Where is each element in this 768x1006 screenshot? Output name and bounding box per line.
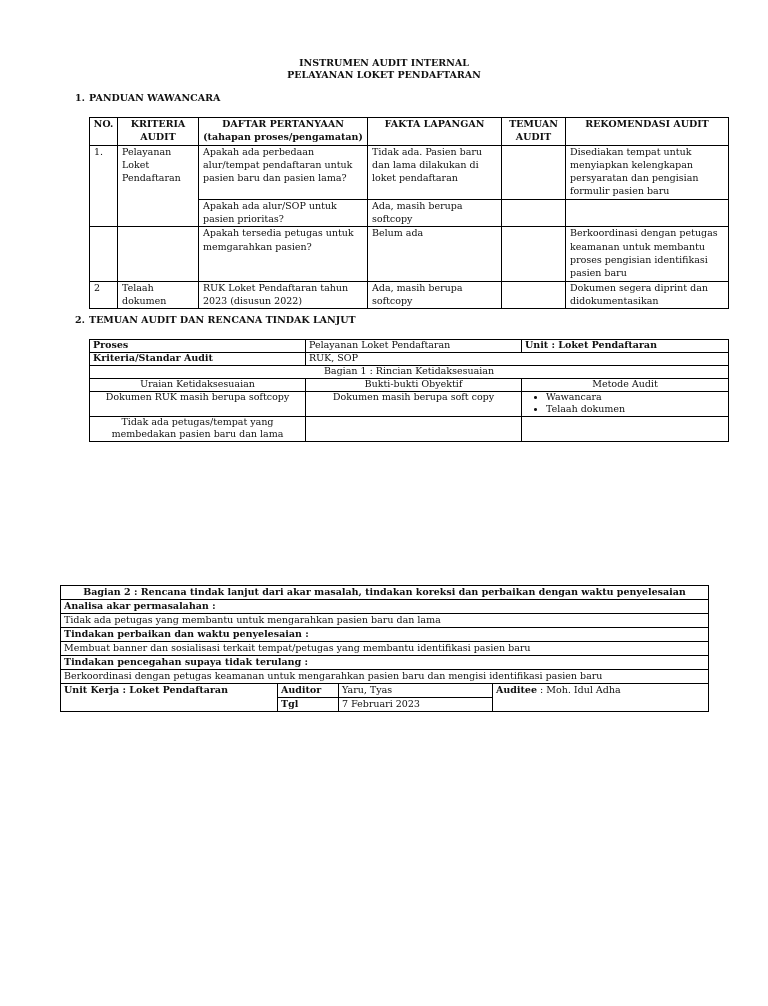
auditor-label-cell (278, 684, 339, 698)
row-2-fact-text: Ada, masih berupa softcopy (372, 200, 463, 226)
finding-1-evidence (306, 392, 522, 417)
part-2-title: Bagian 2 : Rencana tindak lanjut dari akar masalah, tindakan koreksi dan perbaikan dengan waktu penyelesaian (83, 587, 686, 598)
header-no (90, 118, 118, 146)
header-findings-text: TEMUAN AUDIT (509, 119, 558, 144)
preventive-text: Berkoordinasi dengan petugas keamanan untuk mengarahkan pasien baru dan mengisi identifikasi pasien baru (64, 671, 603, 682)
corrective-label-row (61, 628, 709, 642)
row-1-no (90, 145, 118, 227)
date-value-cell (339, 698, 493, 712)
part-2-cell (61, 586, 709, 600)
header-recommendations-text: REKOMENDASI AUDIT (585, 119, 709, 130)
process-row (90, 340, 729, 353)
row-1-no-text: 1. (94, 146, 104, 158)
section-2-title: TEMUAN AUDIT DAN RENCANA TINDAK LANJUT (89, 315, 356, 326)
row-3-finding (502, 227, 566, 281)
row-4-no (90, 281, 118, 309)
process-label: Proses (93, 340, 129, 351)
header-questions-text: DAFTAR PERTANYAAN (tahapan proses/pengamatan) (203, 119, 363, 144)
row-3-question-text: Apakah tersedia petugas untuk memgarahkan pasien? (203, 228, 354, 253)
corrective-label: Tindakan perbaikan dan waktu penyelesaian : (64, 629, 309, 640)
finding-2-nonconformity (90, 417, 306, 442)
row-1-recommendation-text: Disediakan tempat untuk menyiapkan kelengkapan persyaratan dan pengisian formulir pasien baru (570, 146, 699, 198)
follow-up-plan-table (60, 585, 709, 712)
signature-row-1 (61, 684, 709, 698)
header-nonconformity-text: Uraian Ketidaksesuaian (140, 379, 255, 390)
part-1-cell (90, 366, 729, 379)
row-1-criteria (118, 145, 199, 227)
row-3-recommendation-text: Berkoordinasi dengan petugas keamanan untuk membantu proses pengisian identifikasi pasien baru (570, 228, 718, 280)
findings-header-row (90, 379, 729, 392)
finding-2-methods (522, 417, 729, 442)
header-criteria-text: KRITERIA AUDIT (130, 119, 186, 144)
auditor-label: Auditor (281, 685, 322, 696)
row-4-recommendation-text: Dokumen segera diprint dan didokumentasikan (570, 282, 709, 307)
table-row (90, 227, 729, 281)
finding-1-nonconformity-text: Dokumen RUK masih berupa softcopy (105, 392, 290, 403)
preventive-label-row (61, 656, 709, 670)
table-row (90, 392, 729, 417)
document-title (0, 58, 768, 82)
finding-2-evidence (306, 417, 522, 442)
auditee-cell (493, 684, 709, 712)
row-1-fact-text: Tidak ada. Pasien baru dan lama dilakukan di loket pendaftaran (372, 146, 483, 185)
interview-guide-table (89, 117, 729, 309)
row-4-recommendation (566, 281, 729, 309)
audit-method-list (525, 392, 725, 416)
section-1-heading (75, 93, 220, 105)
header-evidence-text: Bukti-bukti Obyektif (364, 379, 463, 390)
finding-1-evidence-text: Dokumen masih berupa soft copy (332, 392, 495, 403)
section-1-number: 1. (75, 93, 85, 104)
row-2-recommendation (566, 199, 729, 227)
table-header-row (90, 118, 729, 146)
row-2-question-text: Apakah ada alur/SOP untuk pasien prioritas? (203, 200, 337, 226)
preventive-row (61, 670, 709, 684)
table-row (90, 417, 729, 442)
finding-1-methods (522, 392, 729, 417)
table-row (90, 145, 729, 199)
row-2-question (199, 199, 368, 227)
date-label: Tgl (281, 699, 299, 710)
root-cause-cell (61, 614, 709, 628)
section-1-title: PANDUAN WAWANCARA (89, 93, 221, 104)
row-3-recommendation (566, 227, 729, 281)
header-questions (199, 118, 368, 146)
preventive-label-cell (61, 656, 709, 670)
root-cause-text: Tidak ada petugas yang membantu untuk mengarahkan pasien baru dan lama (64, 615, 441, 626)
auditee-value: : Moh. Idul Adha (540, 685, 621, 696)
method-1: Wawancara (546, 392, 602, 403)
row-4-no-text: 2 (94, 282, 101, 294)
row-1-question (199, 145, 368, 199)
corrective-row (61, 642, 709, 656)
auditee-label: Auditee (496, 685, 538, 696)
corrective-label-cell (61, 628, 709, 642)
row-3-fact (368, 227, 502, 281)
finding-1-nonconformity (90, 392, 306, 417)
row-3-no (90, 227, 118, 281)
preventive-label: Tindakan pencegahan supaya tidak terulang : (64, 657, 309, 668)
title-line-2: PELAYANAN LOKET PENDAFTARAN (287, 70, 481, 81)
corrective-cell (61, 642, 709, 656)
header-nonconformity (90, 379, 306, 392)
method-2: Telaah dokumen (546, 404, 626, 415)
row-4-criteria (118, 281, 199, 309)
row-1-question-text: Apakah ada perbedaan alur/tempat pendaftaran untuk pasien baru dan pasien lama? (203, 146, 353, 185)
process-label-cell (90, 340, 306, 353)
criteria-label-cell (90, 353, 306, 366)
row-2-finding (502, 199, 566, 227)
header-facts (368, 118, 502, 146)
root-cause-label-row (61, 600, 709, 614)
row-1-recommendation (566, 145, 729, 199)
table-row (90, 281, 729, 309)
list-item (546, 404, 725, 416)
corrective-text: Membuat banner dan sosialisasi terkait tempat/petugas yang membantu identifikasi pasien baru (64, 643, 531, 654)
header-criteria (118, 118, 199, 146)
header-method-text: Metode Audit (592, 379, 658, 390)
part-1-row (90, 366, 729, 379)
part-1-title: Bagian 1 : Rincian Ketidaksesuaian (323, 366, 495, 377)
date-label-cell (278, 698, 339, 712)
header-facts-text: FAKTA LAPANGAN (384, 119, 485, 130)
date-value: 7 Februari 2023 (342, 699, 420, 710)
row-1-finding (502, 145, 566, 199)
auditor-value: Yaru, Tyas (342, 685, 393, 696)
header-evidence (306, 379, 522, 392)
root-cause-row (61, 614, 709, 628)
criteria-label: Kriteria/Standar Audit (93, 353, 213, 364)
unit-text: Unit : Loket Pendaftaran (525, 340, 657, 351)
header-recommendations (566, 118, 729, 146)
work-unit-cell (61, 684, 278, 712)
row-4-criteria-text: Telaah dokumen (122, 282, 167, 307)
process-value: Pelayanan Loket Pendaftaran (309, 340, 451, 351)
auditor-value-cell (339, 684, 493, 698)
row-4-fact (368, 281, 502, 309)
criteria-row (90, 353, 729, 366)
row-3-criteria (118, 227, 199, 281)
row-2-fact (368, 199, 502, 227)
section-2-heading (75, 315, 356, 327)
root-cause-label-cell (61, 600, 709, 614)
audit-findings-table (89, 339, 729, 442)
header-no-text: NO. (93, 119, 114, 130)
criteria-value: RUK, SOP (309, 353, 358, 364)
work-unit-text: Unit Kerja : Loket Pendaftaran (64, 685, 228, 696)
row-4-finding (502, 281, 566, 309)
row-4-fact-text: Ada, masih berupa softcopy (372, 282, 463, 307)
process-value-cell (306, 340, 522, 353)
title-line-1: INSTRUMEN AUDIT INTERNAL (299, 58, 469, 69)
row-3-question (199, 227, 368, 281)
part-2-row (61, 586, 709, 600)
list-item (546, 392, 725, 404)
header-findings (502, 118, 566, 146)
row-3-fact-text: Belum ada (372, 228, 424, 240)
row-4-question-text: RUK Loket Pendaftaran tahun 2023 (disusun 2022) (203, 282, 349, 307)
root-cause-label: Analisa akar permasalahan : (64, 601, 216, 612)
preventive-cell (61, 670, 709, 684)
row-4-question (199, 281, 368, 309)
row-1-fact (368, 145, 502, 199)
header-method (522, 379, 729, 392)
finding-2-nonconformity-text: Tidak ada petugas/tempat yang membedakan pasien baru dan lama (111, 417, 284, 440)
row-1-criteria-text: Pelayanan Loket Pendaftaran (122, 146, 181, 185)
unit-cell (522, 340, 729, 353)
criteria-value-cell (306, 353, 729, 366)
section-2-number: 2. (75, 315, 85, 326)
